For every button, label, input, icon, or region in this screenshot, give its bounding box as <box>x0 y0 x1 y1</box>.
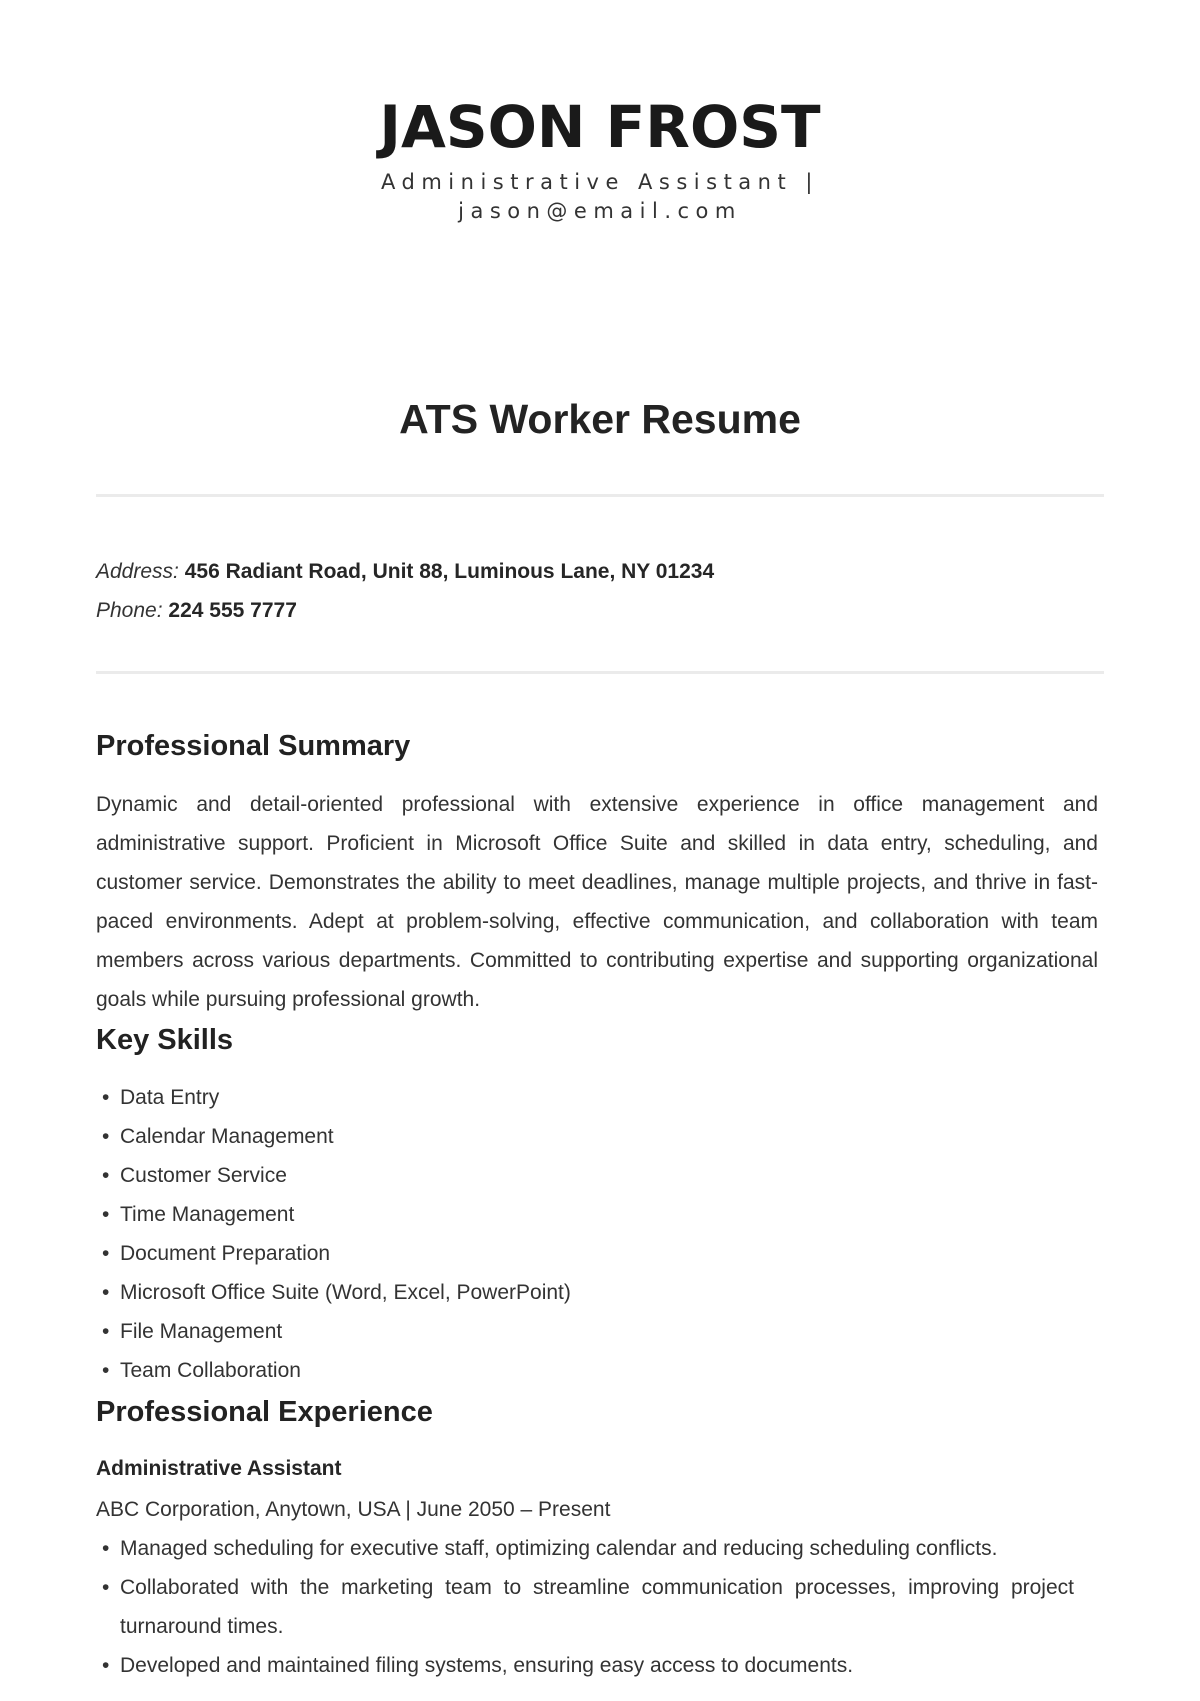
address-line <box>96 552 1098 591</box>
tagline-email: jason@email.com <box>458 199 742 223</box>
skill-item: • Calendar Management <box>96 1117 1098 1156</box>
summary-text: Dynamic and detail-oriented professional with extensive experience in office management and administrative support. Proficient in Microsoft Office Suite and skilled in data entry, scheduling, and customer service. Demonstrates the ability to meet deadlines, manage multiple projects, and thrive in fast-paced environments. Adept at problem-solving, effective communication, and collaboration with team members across various departments. Committed to contributing expertise and supporting organizational goals while pursuing professional growth. <box>96 793 1098 1011</box>
phone-line <box>96 591 1098 630</box>
phone-label: Phone: <box>96 599 163 622</box>
job-title: Administrative Assistant <box>96 1457 342 1480</box>
job-duty-item: • Managed scheduling for executive staff, optimizing calendar and reducing scheduling conflicts. <box>96 1529 1074 1568</box>
skills-list <box>96 1078 1098 1390</box>
candidate-name: JASON FROST <box>379 93 821 161</box>
job-meta: ABC Corporation, Anytown, USA | June 2050 – Present <box>96 1498 611 1521</box>
job-duty-item: • Collaborated with the marketing team to streamline communication processes, improving project turnaround times. <box>96 1568 1074 1646</box>
experience-heading: Professional Experience <box>96 1396 433 1428</box>
skill-item: • File Management <box>96 1312 1098 1351</box>
skill-item: • Team Collaboration <box>96 1351 1098 1390</box>
skill-item: • Customer Service <box>96 1156 1098 1195</box>
summary-heading: Professional Summary <box>96 730 411 762</box>
document-title: ATS Worker Resume <box>399 396 801 442</box>
job-duty-item: • Developed and maintained filing systems, ensuring easy access to documents. <box>96 1646 1074 1685</box>
tagline-role: Administrative Assistant | <box>381 170 819 194</box>
skill-item: • Document Preparation <box>96 1234 1098 1273</box>
divider-top <box>96 494 1104 497</box>
contact-block <box>96 552 1098 630</box>
job-duties-list <box>96 1529 1074 1685</box>
skills-heading: Key Skills <box>96 1024 234 1056</box>
address-label: Address: <box>96 560 179 583</box>
skill-item: • Time Management <box>96 1195 1098 1234</box>
candidate-tagline <box>0 168 1200 226</box>
skill-item: • Data Entry <box>96 1078 1098 1117</box>
phone-value: 224 555 7777 <box>168 599 297 622</box>
skill-item: • Microsoft Office Suite (Word, Excel, PowerPoint) <box>96 1273 1098 1312</box>
divider-bottom <box>96 671 1104 674</box>
address-value: 456 Radiant Road, Unit 88, Luminous Lane, NY 01234 <box>184 560 715 583</box>
